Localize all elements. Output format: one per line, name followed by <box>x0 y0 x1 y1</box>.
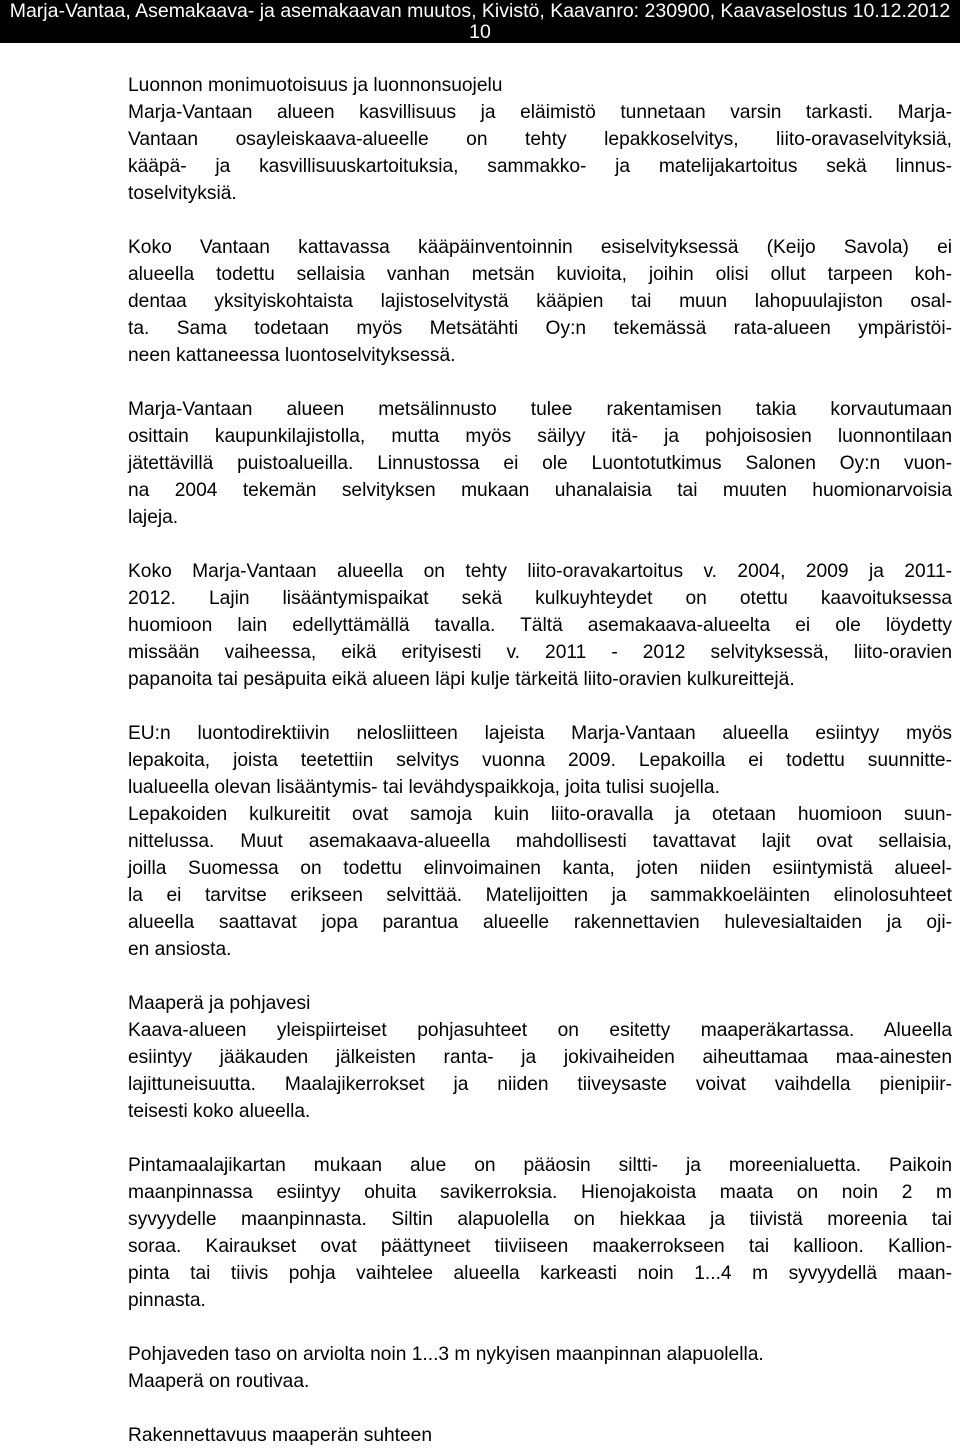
text-line: Pintamaalajikartan mukaan alue on pääosin siltti- ja moreenialuetta. Paikoin <box>128 1155 952 1176</box>
text-line: papanoita tai pesäpuita eikä alueen läpi kulje tärkeitä liito-oravien kulkureittejä. <box>128 669 795 690</box>
text-line: syvyydelle maanpinnasta. Siltin alapuolella on hiekkaa ja tiivistä moreenia tai <box>128 1209 952 1230</box>
text-line: esiintyy jääkauden jälkeisten ranta- ja jokivaiheiden aiheuttamaa maa-ainesten <box>128 1047 952 1068</box>
text-line: teisesti koko alueella. <box>128 1101 311 1122</box>
text-line: Pohjaveden taso on arviolta noin 1...3 m nykyisen maanpinnan alapuolella. <box>128 1344 764 1365</box>
text-line: EU:n luontodirektiivin nelosliitteen lajeista Marja-Vantaan alueella esiintyy myös <box>128 723 952 744</box>
text-line: Marja-Vantaan alueen kasvillisuus ja eläimistö tunnetaan varsin tarkasti. Marja- <box>128 102 952 123</box>
page-header <box>0 0 960 43</box>
paragraph-polypores <box>128 234 952 369</box>
text-line: Vantaan osayleiskaava-alueelle on tehty lepakkoselvitys, liito-oravaselvityksiä, <box>128 129 952 150</box>
text-line: la ei tarvitse erikseen selvittää. Matelijoitten ja sammakkoeläinten elinolosuhteet <box>128 885 952 906</box>
text-line: alueella saattavat jopa parantua alueelle rakennettavien hulevesialtaiden ja oji- <box>128 912 952 933</box>
text-line: missään vaiheessa, eikä erityisesti v. 2011 - 2012 selvityksessä, liito-oravien <box>128 642 952 663</box>
paragraph-flying-squirrel <box>128 558 952 693</box>
text-line: pinta tai tiivis pohja vaihtelee alueella karkeasti noin 1...4 m syvyydellä maan- <box>128 1263 952 1284</box>
text-line: Maaperä on routivaa. <box>128 1371 310 1392</box>
paragraph-bats <box>128 720 952 963</box>
page-number: 10 <box>469 21 491 43</box>
header-title: Marja-Vantaa, Asemakaava- ja asemakaavan muutos, Kivistö, Kaavanro: 230900, Kaavaselostus 10.12.2012 <box>9 0 951 22</box>
text-line: Marja-Vantaan alueen metsälinnusto tulee rakentamisen takia korvautumaan <box>128 399 952 420</box>
text-line: jätettävillä puistoalueilla. Linnustossa ei ole Luontotutkimus Salonen Oy:n vuon- <box>128 453 952 474</box>
text-line: alueella todettu sellaisia vanhan metsän kuvioita, joihin olisi ollut tarpeen koh- <box>128 264 952 285</box>
paragraph-birds <box>128 396 952 531</box>
text-line: soraa. Kairaukset ovat päättyneet tiiviiseen maakerrokseen tai kallioon. Kallion- <box>128 1236 952 1257</box>
text-line: Kaava-alueen yleispiirteiset pohjasuhteet on esitetty maaperäkartassa. Alueella <box>128 1020 952 1041</box>
text-line: huomioon lain edellyttämällä tavalla. Tältä asemakaava-alueelta ei ole löydetty <box>128 615 952 636</box>
text-line: pinnasta. <box>128 1290 206 1311</box>
paragraph-buildability <box>128 1422 952 1449</box>
text-line: kääpä- ja kasvillisuuskartoituksia, sammakko- ja matelijakartoitus sekä linnus- <box>128 156 952 177</box>
document-body <box>128 72 952 1449</box>
text-line: nittelussa. Muut asemakaava-alueella mahdollisesti tavattavat lajit ovat sellaisia, <box>128 831 952 852</box>
paragraph-surface-soil <box>128 1152 952 1314</box>
text-line: en ansiosta. <box>128 939 232 960</box>
text-line: Koko Marja-Vantaan alueella on tehty liito-oravakartoitus v. 2004, 2009 ja 2011- <box>128 561 952 582</box>
section-heading: Maaperä ja pohjavesi <box>128 993 311 1014</box>
text-line: osittain kaupunkilajistolla, mutta myös säilyy itä- ja pohjoisosien luonnontilaan <box>128 426 952 447</box>
text-line: na 2004 tekemän selvityksen mukaan uhanalaisia tai muuten huomionarvoisia <box>128 480 952 501</box>
text-line: joilla Suomessa on todettu elinvoimainen kanta, joten niiden esiintymistä alueel- <box>128 858 952 879</box>
text-line: lualueella olevan lisääntymis- tai levähdyspaikkoja, joita tulisi suojella. <box>128 777 720 798</box>
text-line: neen kattaneessa luontoselvityksessä. <box>128 345 456 366</box>
text-line: lajeja. <box>128 507 179 528</box>
text-line: 2012. Lajin lisääntymispaikat sekä kulkuyhteydet on otettu kaavoituksessa <box>128 588 952 609</box>
paragraph-soil <box>128 990 952 1125</box>
text-line: toselvityksiä. <box>128 183 237 204</box>
text-line: ta. Sama todetaan myös Metsätähti Oy:n tekemässä rata-alueen ympäristöi- <box>128 318 952 339</box>
text-line: dentaa yksityiskohtaista lajistoselvitystä kääpien tai muun lahopuulajiston osal- <box>128 291 952 312</box>
text-line: lepakoita, joista teetettiin selvitys vuonna 2009. Lepakoilla ei todettu suunnitte- <box>128 750 952 771</box>
text-line: Koko Vantaan kattavassa kääpäinventoinnin esiselvityksessä (Keijo Savola) ei <box>128 237 952 258</box>
section-heading: Luonnon monimuotoisuus ja luonnonsuojelu <box>128 75 503 96</box>
paragraph-groundwater <box>128 1341 952 1395</box>
paragraph-nature <box>128 72 952 207</box>
text-line: Lepakoiden kulkureitit ovat samoja kuin liito-oravalla ja otetaan huomioon suun- <box>128 804 952 825</box>
text-line: maanpinnassa esiintyy ohuita savikerroksia. Hienojakoista maata on noin 2 m <box>128 1182 952 1203</box>
section-heading: Rakennettavuus maaperän suhteen <box>128 1425 433 1446</box>
text-line: lajittuneisuutta. Maalajikerrokset ja niiden tiiveysaste voivat vaihdella pienipiir- <box>128 1074 952 1095</box>
